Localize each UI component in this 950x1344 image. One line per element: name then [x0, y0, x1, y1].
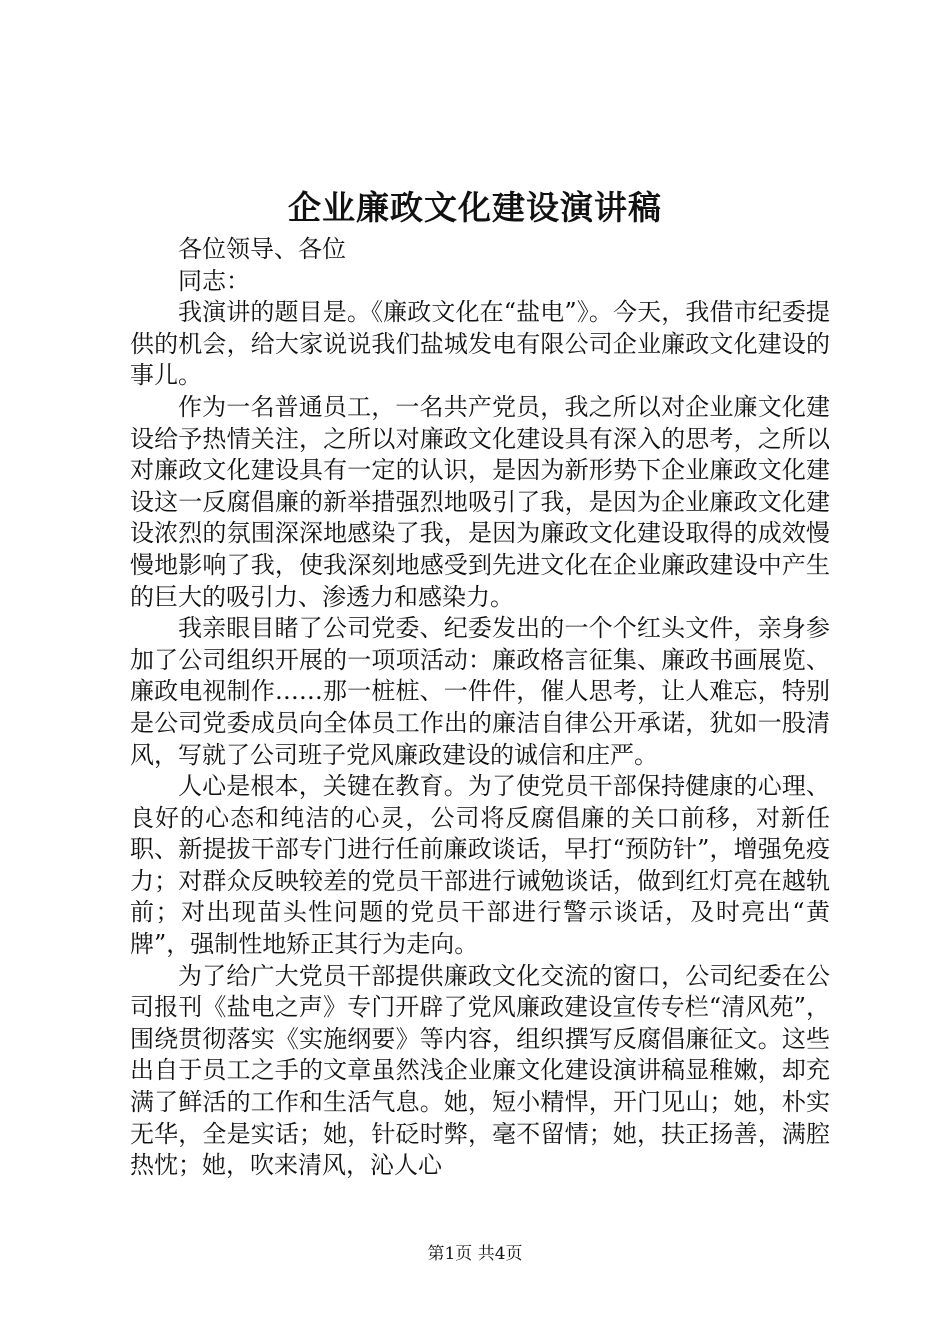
- document-title: 企业廉政文化建设演讲稿: [288, 188, 662, 227]
- page-number-footer: 第1页 共4页: [427, 1244, 523, 1264]
- paragraph-1: 我演讲的题目是。《廉政文化在“盐电”》。今天，我借市纪委提供的机会，给大家说说我们盐城发电有限公司企业廉政文化建设的事儿。: [130, 298, 830, 390]
- salutation-line-2: 同志：: [178, 266, 250, 295]
- document-body: [130, 234, 830, 1182]
- paragraph-5: 为了给广大党员干部提供廉政文化交流的窗口，公司纪委在公司报刊《盐电之声》专门开辟了党风廉政建设宣传专栏“清风苑”，围绕贯彻落实《实施纲要》等内容，组织撰写反腐倡廉征文。这些出自于员工之手的文章虽然浅企业廉文化建设演讲稿显稚嫩，却充满了鲜活的工作和生活气息。她，短小精悍，开门见山；她，朴实无华，全是实话；她，针砭时弊，毫不留情；她，扶正扬善，满腔热忱；她，吹来清风，沁人心: [130, 961, 830, 1180]
- salutation-line-1: 各位领导、各位: [178, 235, 346, 263]
- paragraph-4: 人心是根本，关键在教育。为了使党员干部保持健康的心理、良好的心态和纯洁的心灵，公司将反腐倡廉的关口前移，对新任职、新提拔干部专门进行任前廉政谈话，早打“预防针”，增强免疫力；对群众反映较差的党员干部进行诫勉谈话，做到红灯亮在越轨前；对出现苗头性问题的党员干部进行警示谈话，及时亮出“黄牌”，强制性地矫正其行为走向。: [130, 772, 830, 959]
- paragraph-3: 我亲眼目睹了公司党委、纪委发出的一个个红头文件，亲身参加了公司组织开展的一项项活动：廉政格言征集、廉政书画展览、廉政电视制作……那一桩桩、一件件，催人思考，让人难忘，特别是公司党委成员向全体员工作出的廉洁自律公开承诺，犹如一股清风，写就了公司班子党风廉政建设的诚信和庄严。: [130, 614, 830, 769]
- paragraph-2: 作为一名普通员工，一名共产党员，我之所以对企业廉文化建设给予热情关注，之所以对廉政文化建设具有深入的思考，之所以对廉政文化建设具有一定的认识，是因为新形势下企业廉政文化建设这一反腐倡廉的新举措强烈地吸引了我，是因为企业廉政文化建设浓烈的氛围深深地感染了我，是因为廉政文化建设取得的成效慢慢地影响了我，使我深刻地感受到先进文化在企业廉政建设中产生的巨大的吸引力、渗透力和感染力。: [130, 392, 830, 611]
